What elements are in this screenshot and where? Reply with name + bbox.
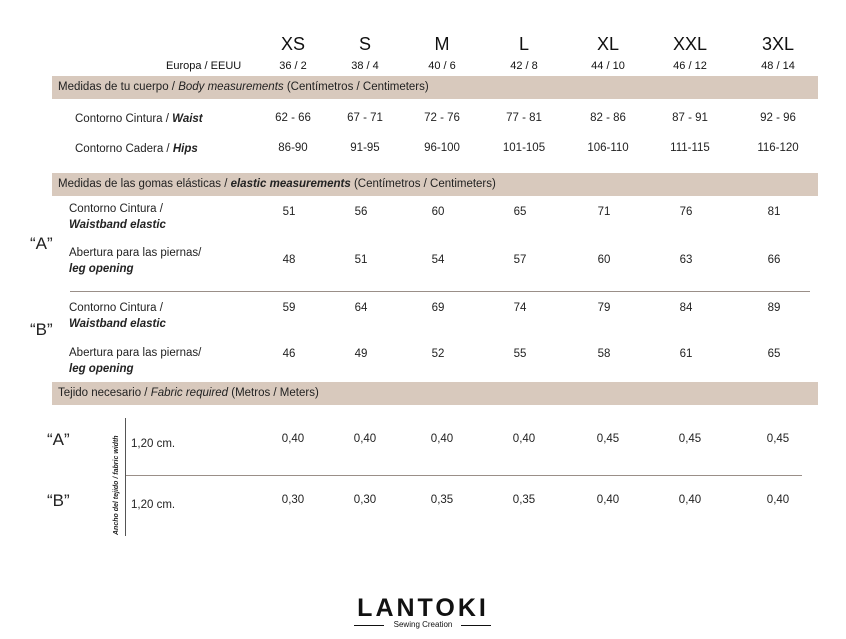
section-unit: (Centímetros / Centimeters) (350, 178, 496, 190)
elastic-measure-value: 55 (513, 348, 527, 360)
elastic-measure-value: 60 (597, 254, 611, 266)
brand-tagline: Sewing Creation (393, 620, 453, 629)
size-header: XL (596, 34, 620, 54)
label-en: Waistband elastic (69, 219, 166, 231)
fabric-required-value: 0,40 (766, 494, 790, 506)
tagline-right-line (461, 625, 491, 626)
fabric-required-value: 0,40 (430, 433, 454, 445)
section-title-es: Tejido necesario / (58, 387, 151, 399)
elastic-group-divider (70, 291, 810, 292)
section-unit: (Metros / Meters) (228, 387, 319, 399)
elastic-measure-value: 58 (597, 348, 611, 360)
elastic-measure-value: 64 (354, 302, 368, 314)
elastic-group-label: “A” (30, 234, 53, 253)
elastic-measure-value: 48 (282, 254, 296, 266)
elastic-measure-value: 69 (431, 302, 445, 314)
europe-size-value: 46 / 12 (673, 60, 707, 72)
elastic-measure-value: 81 (767, 206, 781, 218)
size-header: L (518, 34, 530, 54)
elastic-measure-value: 59 (282, 302, 296, 314)
elastic-group-label: “B” (30, 320, 53, 339)
body-measure-value: 77 - 81 (506, 112, 542, 124)
label-es: Contorno Cadera / (75, 143, 173, 155)
elastic-measure-value: 56 (354, 206, 368, 218)
elastic-measure-value: 60 (431, 206, 445, 218)
elastic-measure-label (69, 345, 201, 377)
section-title-en: elastic measurements (230, 178, 351, 190)
europe-size-value: 40 / 6 (428, 60, 456, 72)
section-title-en: Fabric required (150, 387, 229, 399)
brand-logo: LANTOKI (357, 594, 489, 622)
elastic-measure-value: 76 (679, 206, 693, 218)
body-measure-label (75, 141, 198, 157)
elastic-measure-value: 65 (513, 206, 527, 218)
body-measure-value: 101-105 (502, 142, 546, 154)
elastic-measure-value: 49 (354, 348, 368, 360)
label-es: Contorno Cintura / (69, 302, 163, 314)
elastic-measure-value: 74 (513, 302, 527, 314)
label-en: Waist (172, 113, 203, 125)
fabric-required-value: 0,40 (678, 494, 702, 506)
body-measure-label (75, 111, 203, 127)
fabric-required-value: 0,40 (512, 433, 536, 445)
elastic-measure-value: 89 (767, 302, 781, 314)
size-header: M (434, 34, 450, 54)
fabric-required-value: 0,45 (596, 433, 620, 445)
elastic-measure-value: 61 (679, 348, 693, 360)
fabric-width-value: 1,20 cm. (131, 438, 176, 450)
fabric-row-divider (126, 475, 802, 476)
body-measure-value: 96-100 (424, 142, 460, 154)
body-measure-value: 86-90 (278, 142, 308, 154)
body-measure-value: 82 - 86 (590, 112, 626, 124)
fabric-required-value: 0,40 (281, 433, 305, 445)
body-measure-value: 106-110 (587, 142, 629, 154)
size-header: XXL (672, 34, 708, 54)
body-measure-value: 116-120 (757, 142, 799, 154)
europe-size-value: 36 / 2 (279, 60, 307, 72)
body-measure-value: 92 - 96 (760, 112, 796, 124)
europe-size-value: 38 / 4 (351, 60, 379, 72)
elastic-measure-value: 79 (597, 302, 611, 314)
label-en: leg opening (69, 263, 134, 275)
label-en: leg opening (69, 363, 134, 375)
elastic-measure-value: 63 (679, 254, 693, 266)
elastic-measure-value: 57 (513, 254, 527, 266)
elastic-measure-value: 46 (282, 348, 296, 360)
fabric-required-value: 0,40 (596, 494, 620, 506)
elastic-measure-value: 66 (767, 254, 781, 266)
elastic-measure-value: 52 (431, 348, 445, 360)
label-es: Contorno Cintura / (69, 203, 163, 215)
label-es: Contorno Cintura / (75, 113, 173, 125)
fabric-width-value: 1,20 cm. (131, 499, 176, 511)
elastic-measure-label (69, 245, 201, 277)
fabric-required-value: 0,45 (678, 433, 702, 445)
elastic-measure-value: 71 (597, 206, 611, 218)
fabric-group-label: “A” (47, 430, 70, 449)
body-measure-value: 111-115 (670, 142, 710, 154)
section-unit: (Centímetros / Centimeters) (283, 81, 429, 93)
size-header: S (358, 34, 372, 54)
fabric-required-value: 0,35 (512, 494, 536, 506)
tagline-left-line (354, 625, 384, 626)
body-measure-value: 67 - 71 (347, 112, 383, 124)
fabric-side-rule (125, 418, 126, 536)
section-title-en: Body measurements (178, 81, 284, 93)
size-header: 3XL (761, 34, 795, 54)
body-measure-value: 91-95 (350, 142, 380, 154)
elastic-measure-label (69, 300, 166, 332)
label-es: Abertura para las piernas/ (69, 247, 202, 259)
europe-size-value: 42 / 8 (510, 60, 538, 72)
size-header: XS (280, 34, 306, 54)
fabric-required-value: 0,30 (353, 494, 377, 506)
europe-usa-label: Europa / EEUU (166, 60, 242, 72)
elastic-measure-value: 51 (354, 254, 368, 266)
section-band-body-section (52, 76, 818, 99)
fabric-required-value: 0,35 (430, 494, 454, 506)
fabric-required-value: 0,45 (766, 433, 790, 445)
body-measure-value: 72 - 76 (424, 112, 460, 124)
elastic-measure-label (69, 201, 166, 233)
elastic-measure-value: 84 (679, 302, 693, 314)
elastic-measure-value: 51 (282, 206, 296, 218)
fabric-required-value: 0,30 (281, 494, 305, 506)
section-band-elastic-section (52, 173, 818, 196)
body-measure-value: 87 - 91 (672, 112, 708, 124)
fabric-group-label: “B” (47, 491, 70, 510)
europe-size-value: 48 / 14 (761, 60, 795, 72)
section-title-es: Medidas de las gomas elásticas / (58, 178, 231, 190)
elastic-measure-value: 65 (767, 348, 781, 360)
elastic-measure-value: 54 (431, 254, 445, 266)
europe-size-value: 44 / 10 (591, 60, 625, 72)
section-title-es: Medidas de tu cuerpo / (58, 81, 179, 93)
label-en: Waistband elastic (69, 318, 166, 330)
fabric-required-value: 0,40 (353, 433, 377, 445)
label-en: Hips (172, 143, 198, 155)
body-measure-value: 62 - 66 (275, 112, 311, 124)
fabric-width-side-label: Ancho del tejido / fabric width (113, 435, 120, 535)
label-es: Abertura para las piernas/ (69, 347, 202, 359)
section-band-fabric-section (52, 382, 818, 405)
